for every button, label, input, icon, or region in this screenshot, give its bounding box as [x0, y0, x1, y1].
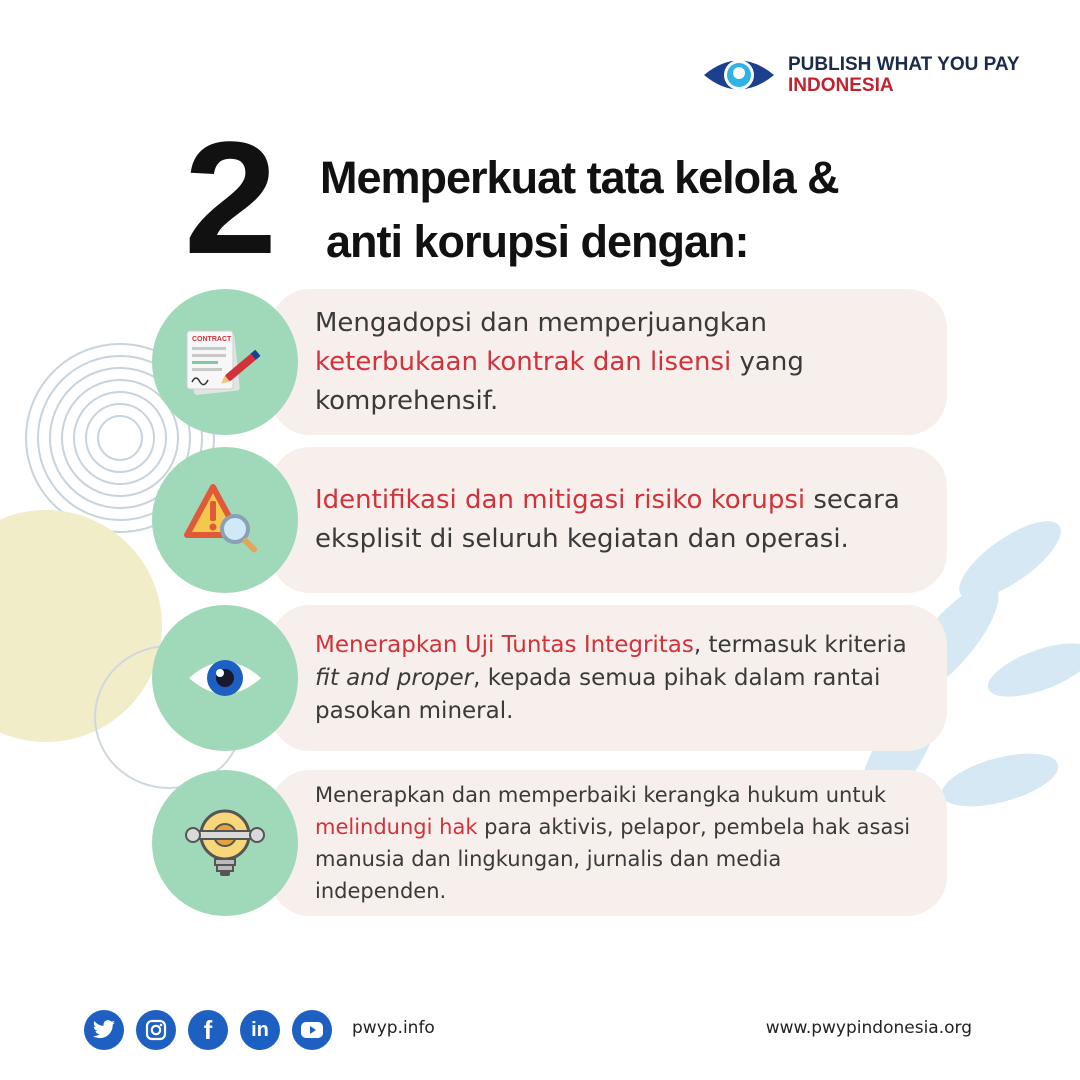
youtube-icon[interactable] [292, 1010, 332, 1050]
title-line-1: Memperkuat tata kelola & [320, 152, 839, 203]
item-icon-circle [152, 447, 298, 593]
footer-link-website[interactable]: www.pwypindonesia.org [765, 1018, 972, 1038]
twitter-icon[interactable] [84, 1010, 124, 1050]
contract-pen-icon [183, 327, 267, 397]
eye-icon [185, 654, 265, 702]
logo-subtitle: INDONESIA [788, 75, 894, 96]
highlight-text: Menerapkan Uji Tuntas Integritas [315, 631, 694, 658]
item-icon-circle [152, 605, 298, 751]
highlight-text: keterbukaan kontrak dan lisensi [315, 346, 732, 377]
eye-logo-icon [702, 52, 776, 98]
instagram-icon[interactable] [136, 1010, 176, 1050]
list-item [152, 289, 947, 435]
facebook-icon[interactable]: f [188, 1010, 228, 1050]
linkedin-icon[interactable]: in [240, 1010, 280, 1050]
svg-text:CONTRACT: CONTRACT [192, 336, 232, 343]
list-item [152, 770, 947, 916]
list-item [152, 447, 947, 593]
list-item [152, 605, 947, 751]
brand-logo[interactable] [702, 52, 1020, 98]
highlight-text: Identifikasi dan mitigasi risiko korupsi [315, 485, 806, 515]
item-icon-circle [152, 770, 298, 916]
item-text: Mengadopsi dan memperjuangkan keterbukaan kontrak dan lisensi yang komprehensif. [315, 307, 804, 416]
italic-text: fit and proper [315, 664, 474, 691]
title-line-2: anti korupsi dengan: [326, 216, 749, 267]
item-text: Menerapkan dan memperbaiki kerangka hukum untuk melindungi hak para aktivis, pelapor, pembela hak asasi manusia dan lingkungan, jurnalis dan media independen. [315, 783, 911, 903]
social-links [84, 1010, 332, 1050]
logo-title: PUBLISH WHAT YOU PAY [788, 54, 1020, 75]
lightbulb-gear-wrench-icon [185, 803, 265, 883]
footer-link-pwyp[interactable]: pwyp.info [352, 1018, 435, 1038]
page-title [320, 146, 940, 274]
highlight-text: melindungi hak [315, 815, 478, 839]
item-icon-circle [152, 289, 298, 435]
item-text: Identifikasi dan mitigasi risiko korupsi secara eksplisit di seluruh kegiatan dan operasi. [315, 485, 900, 554]
section-number: 2 [183, 108, 274, 287]
item-text: Menerapkan Uji Tuntas Integritas, termasuk kriteria fit and proper, kepada semua pihak dalam rantai pasokan mineral. [315, 631, 907, 724]
warning-magnifier-icon [183, 483, 267, 557]
